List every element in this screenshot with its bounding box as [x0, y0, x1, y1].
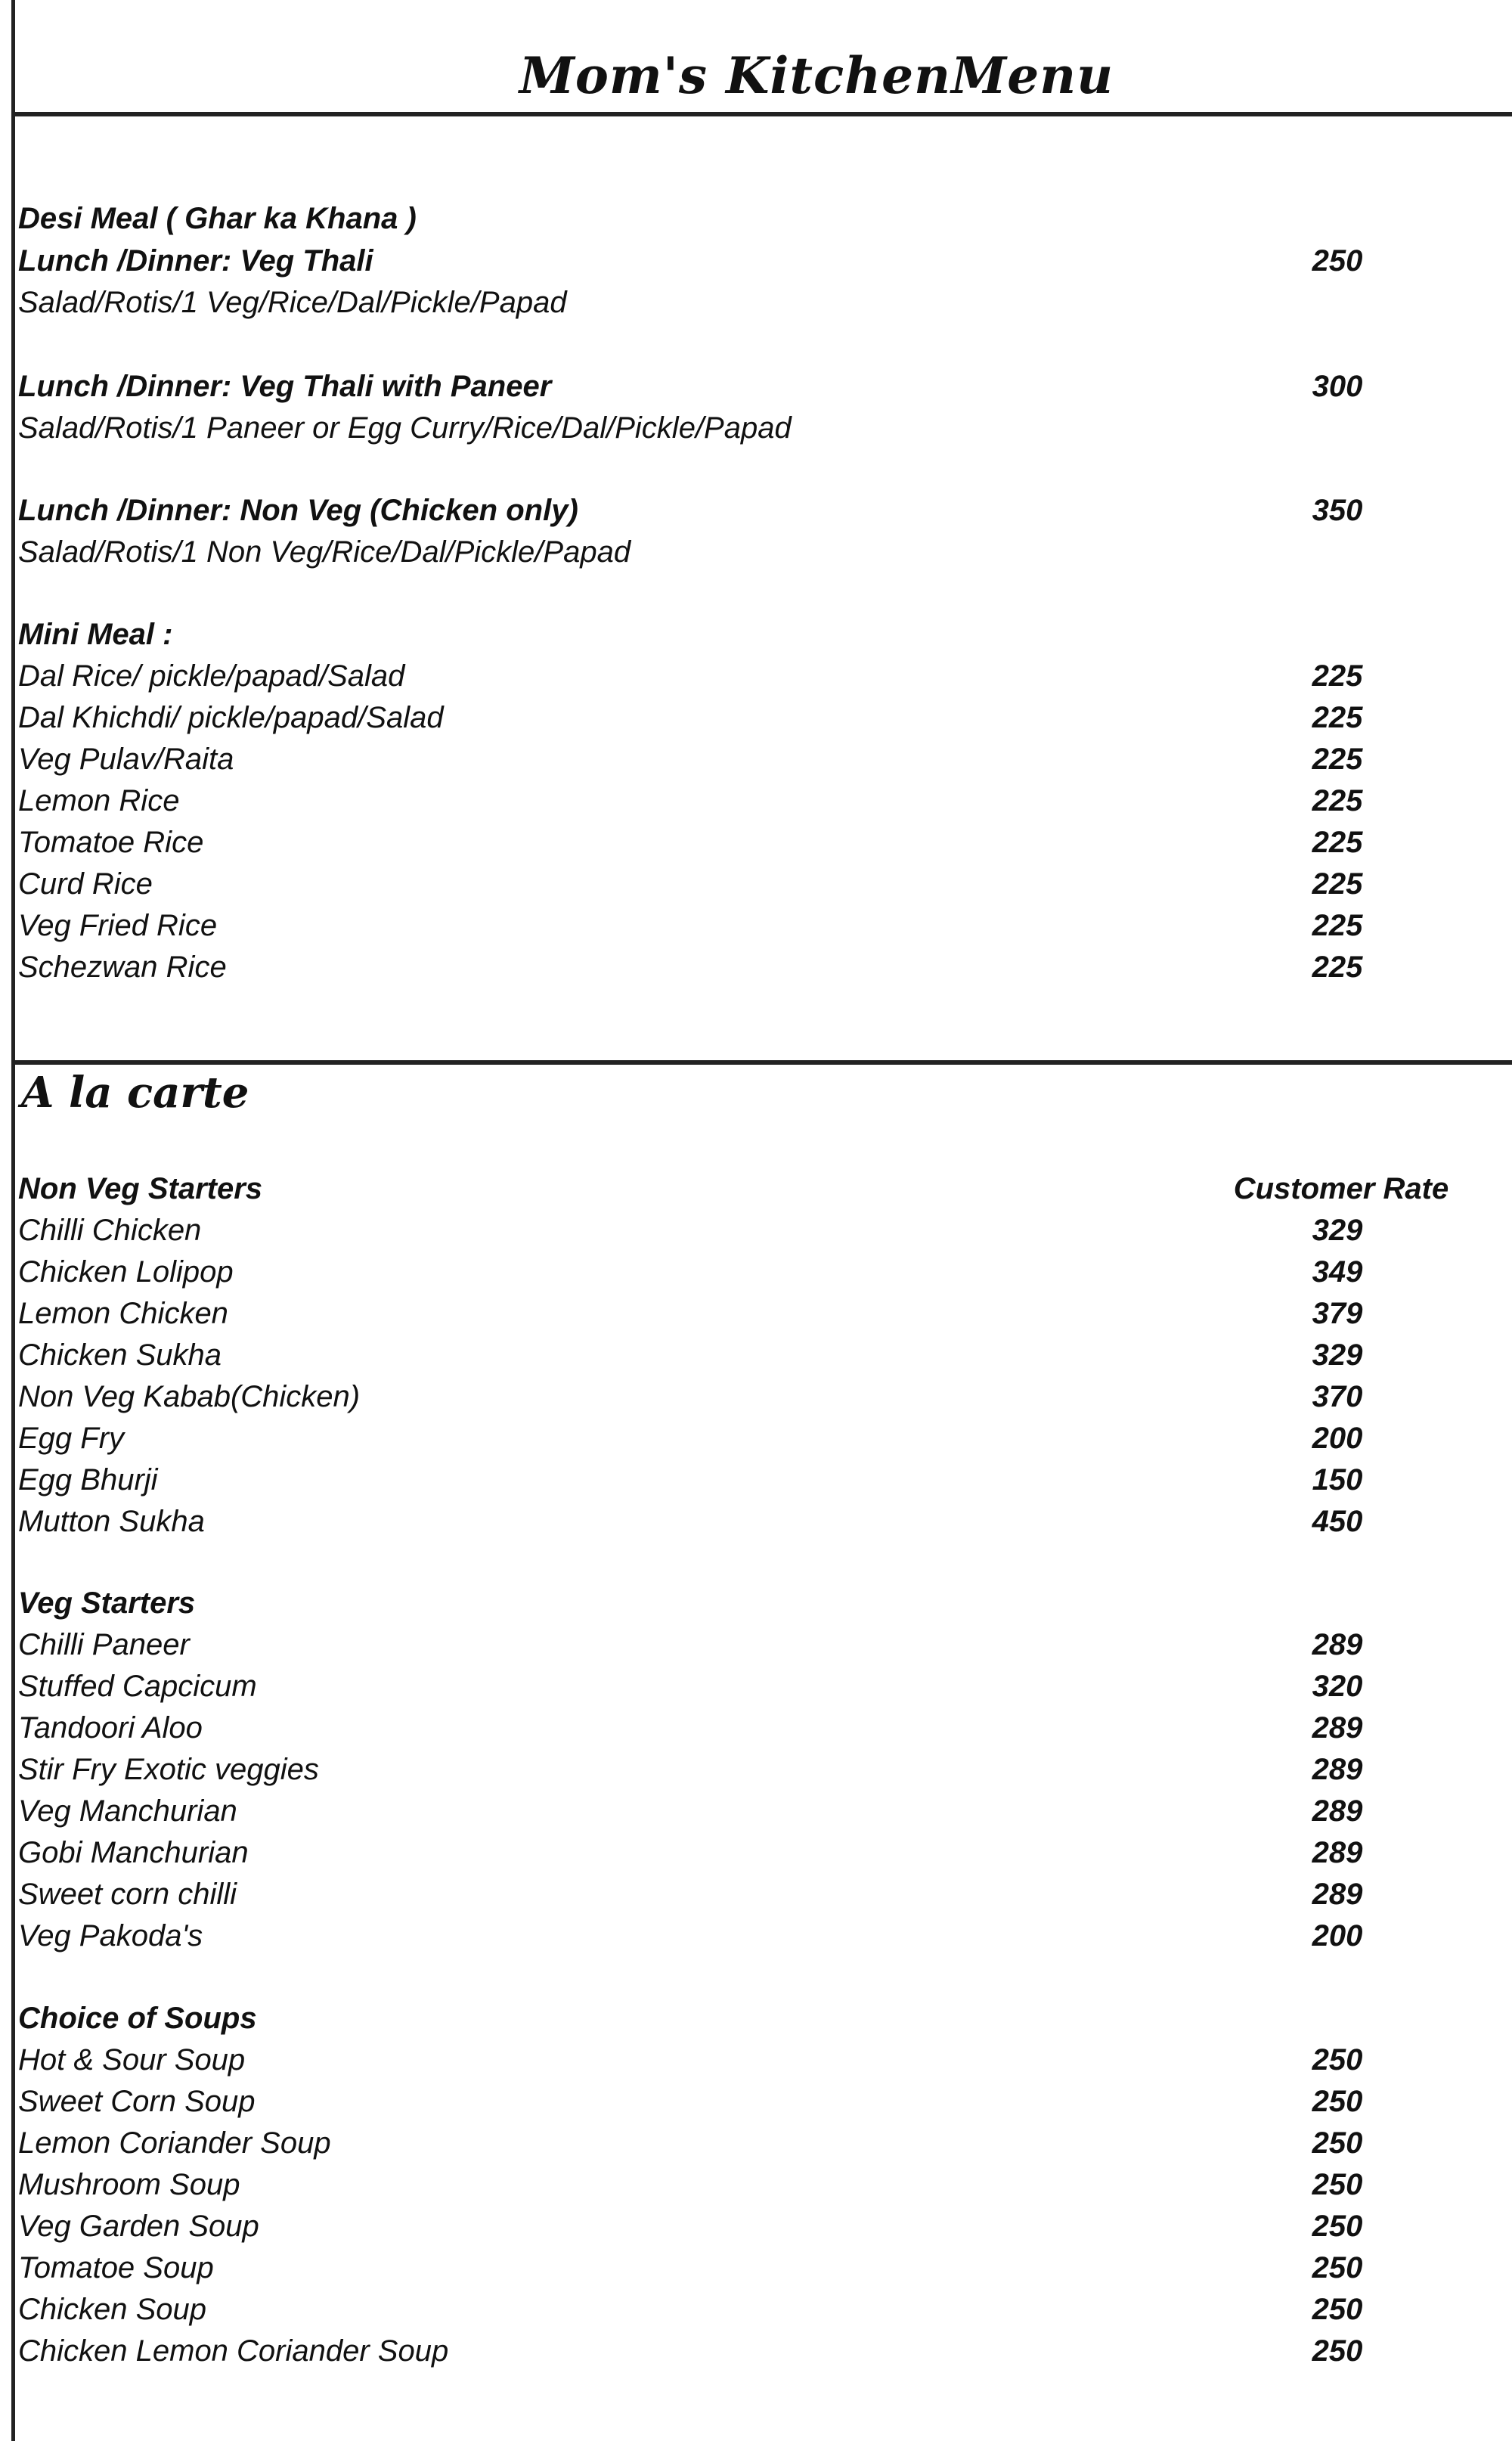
mini-meal-heading: Mini Meal :: [18, 618, 173, 651]
item-name: Lemon Chicken: [18, 1297, 228, 1330]
item-price: 225: [1312, 659, 1363, 693]
item-name: Dal Rice/ pickle/papad/Salad: [18, 659, 405, 693]
item-name: Veg Manchurian: [18, 1794, 237, 1828]
item-name: Schezwan Rice: [18, 951, 227, 984]
left-border: [11, 0, 15, 2441]
menu-item: [18, 2247, 1500, 2289]
item-name: Chicken Lolipop: [18, 1255, 234, 1289]
menu-item: [18, 780, 1500, 822]
item-name: Chicken Soup: [18, 2293, 207, 2326]
item-name: Gobi Manchurian: [18, 1836, 249, 1869]
item-name: Egg Bhurji: [18, 1463, 158, 1497]
item-price: 370: [1312, 1380, 1363, 1413]
item-name: Chilli Paneer: [18, 1628, 190, 1661]
item-price: 250: [1312, 2126, 1363, 2160]
menu-item: [18, 2039, 1500, 2081]
item-price: 289: [1312, 1628, 1363, 1661]
menu-item: [18, 1459, 1500, 1501]
item-price: 450: [1312, 1505, 1363, 1538]
menu-item: [18, 1335, 1500, 1376]
item-name: Sweet Corn Soup: [18, 2085, 256, 2118]
menu-item: [18, 2331, 1500, 2372]
item-name: Stuffed Capcicum: [18, 1670, 257, 1703]
item-name: Hot & Sour Soup: [18, 2043, 246, 2077]
menu-item: [18, 1293, 1500, 1335]
menu-item: [18, 1832, 1500, 1874]
menu-item: [18, 656, 1500, 697]
menu-item: [18, 1791, 1500, 1832]
item-name: Veg Fried Rice: [18, 909, 218, 942]
menu-item: [18, 2164, 1500, 2206]
menu-item: [18, 366, 1500, 408]
item-name: Veg Pakoda's: [18, 1919, 203, 1952]
item-name: Egg Fry: [18, 1422, 125, 1455]
a-la-carte-title: A la carte: [21, 1068, 249, 1118]
item-name: Sweet corn chilli: [18, 1878, 237, 1911]
menu-item: [18, 864, 1500, 905]
menu-item: [18, 1376, 1500, 1418]
menu-item: [18, 1252, 1500, 1293]
item-name: Lunch /Dinner: Veg Thali: [18, 244, 373, 278]
item-name: Mutton Sukha: [18, 1505, 205, 1538]
item-name: Tandoori Aloo: [18, 1711, 203, 1745]
item-name: Lemon Rice: [18, 784, 180, 817]
item-price: 349: [1312, 1255, 1363, 1289]
item-price: 289: [1312, 1878, 1363, 1911]
item-price: 250: [1312, 2251, 1363, 2284]
item-name: Veg Pulav/Raita: [18, 743, 234, 776]
item-price: 225: [1312, 909, 1363, 942]
item-price: 200: [1312, 1422, 1363, 1455]
item-name: Curd Rice: [18, 867, 153, 901]
item-name: Mushroom Soup: [18, 2168, 240, 2201]
item-name: Lunch /Dinner: Veg Thali with Paneer: [18, 370, 552, 403]
item-price: 300: [1312, 370, 1363, 403]
menu-item: [18, 1874, 1500, 1915]
menu-item: [18, 1666, 1500, 1707]
item-price: 320: [1312, 1670, 1363, 1703]
item-price: 250: [1312, 2043, 1363, 2077]
item-price: 250: [1312, 244, 1363, 278]
item-price: 225: [1312, 951, 1363, 984]
menu-item: [18, 905, 1500, 947]
item-name: Lemon Coriander Soup: [18, 2126, 331, 2160]
item-name: Tomatoe Rice: [18, 826, 204, 859]
item-price: 329: [1312, 1214, 1363, 1247]
menu-item: [18, 2081, 1500, 2123]
menu-item: [18, 2289, 1500, 2331]
desi-heading: Desi Meal ( Ghar ka Khana ): [18, 202, 417, 235]
item-name: Veg Garden Soup: [18, 2210, 259, 2243]
item-name: Dal Khichdi/ pickle/papad/Salad: [18, 701, 444, 734]
item-description: Salad/Rotis/1 Veg/Rice/Dal/Pickle/Papad: [18, 286, 567, 319]
item-price: 150: [1312, 1463, 1363, 1497]
item-price: 225: [1312, 701, 1363, 734]
item-name: Stir Fry Exotic veggies: [18, 1753, 319, 1786]
item-name: Chilli Chicken: [18, 1214, 202, 1247]
soups-heading: Choice of Soups: [18, 2002, 257, 2035]
menu-item: [18, 240, 1500, 282]
customer-rate-header: Customer Rate: [1233, 1172, 1449, 1205]
veg-heading: Veg Starters: [18, 1586, 196, 1620]
item-price: 250: [1312, 2210, 1363, 2243]
item-price: 289: [1312, 1711, 1363, 1745]
item-name: Chicken Sukha: [18, 1338, 222, 1372]
item-price: 225: [1312, 784, 1363, 817]
menu-item: [18, 1624, 1500, 1666]
item-name: Tomatoe Soup: [18, 2251, 214, 2284]
item-price: 289: [1312, 1753, 1363, 1786]
menu-item: [18, 1210, 1500, 1252]
item-price: 379: [1312, 1297, 1363, 1330]
item-description: Salad/Rotis/1 Non Veg/Rice/Dal/Pickle/Papad: [18, 535, 631, 569]
menu-item: [18, 739, 1500, 780]
item-name: Chicken Lemon Coriander Soup: [18, 2334, 449, 2368]
item-price: 289: [1312, 1836, 1363, 1869]
menu-item: [18, 1749, 1500, 1791]
menu-item: [18, 822, 1500, 864]
menu-item: [18, 1915, 1500, 1957]
item-price: 329: [1312, 1338, 1363, 1372]
menu-title: Mom's KitchenMenu: [519, 46, 1114, 105]
item-description: Salad/Rotis/1 Paneer or Egg Curry/Rice/Dal/Pickle/Papad: [18, 411, 792, 445]
item-price: 225: [1312, 743, 1363, 776]
item-price: 250: [1312, 2334, 1363, 2368]
menu-item: [18, 1501, 1500, 1543]
item-price: 250: [1312, 2293, 1363, 2326]
item-name: Lunch /Dinner: Non Veg (Chicken only): [18, 494, 578, 527]
menu-item: [18, 1418, 1500, 1459]
item-price: 200: [1312, 1919, 1363, 1952]
menu-item: [18, 490, 1500, 532]
menu-item: [18, 947, 1500, 988]
item-price: 250: [1312, 2085, 1363, 2118]
item-name: Non Veg Kabab(Chicken): [18, 1380, 361, 1413]
item-price: 289: [1312, 1794, 1363, 1828]
item-price: 350: [1312, 494, 1363, 527]
menu-item: [18, 697, 1500, 739]
item-price: 250: [1312, 2168, 1363, 2201]
menu-item: [18, 2206, 1500, 2247]
item-price: 225: [1312, 867, 1363, 901]
menu-item: [18, 1707, 1500, 1749]
item-price: 225: [1312, 826, 1363, 859]
nonveg-heading: Non Veg Starters: [18, 1172, 263, 1205]
nonveg-heading-row: [18, 1168, 1500, 1210]
menu-item: [18, 2123, 1500, 2164]
title-divider: [11, 112, 1512, 116]
